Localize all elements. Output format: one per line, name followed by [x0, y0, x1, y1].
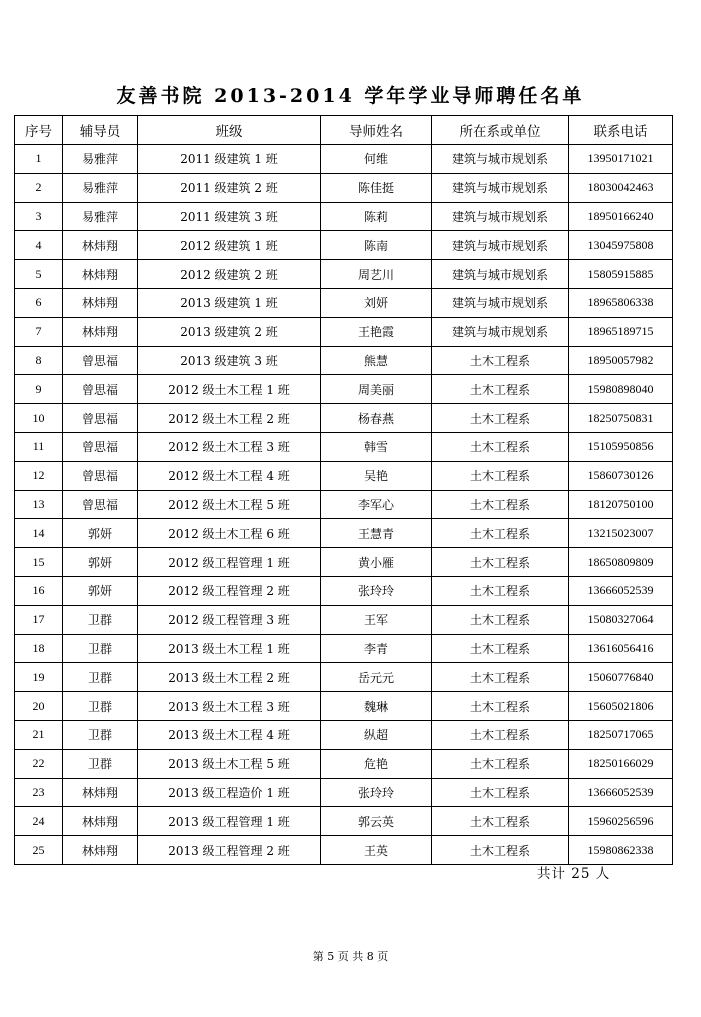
cell-class: 2013 级工程造价 1 班 [138, 778, 321, 807]
cell-index: 14 [15, 519, 63, 548]
cell-counselor: 曾思福 [63, 461, 138, 490]
cell-teacher: 魏琳 [321, 692, 432, 721]
cell-index: 2 [15, 173, 63, 202]
cell-counselor: 林炜翔 [63, 288, 138, 317]
cell-counselor: 曾思福 [63, 432, 138, 461]
cell-class: 2012 级工程管理 3 班 [138, 605, 321, 634]
cell-department: 土木工程系 [432, 749, 569, 778]
cell-phone: 15980862338 [569, 836, 673, 865]
cell-index: 11 [15, 432, 63, 461]
cell-counselor: 林炜翔 [63, 836, 138, 865]
header-class: 班级 [138, 116, 321, 145]
cell-department: 建筑与城市规划系 [432, 173, 569, 202]
cell-phone: 13616056416 [569, 634, 673, 663]
table-row [15, 807, 673, 836]
table-row [15, 173, 673, 202]
table-row [15, 605, 673, 634]
cell-teacher: 陈南 [321, 231, 432, 260]
cell-counselor: 曾思福 [63, 375, 138, 404]
table-row [15, 692, 673, 721]
cell-department: 土木工程系 [432, 807, 569, 836]
cell-index: 4 [15, 231, 63, 260]
cell-teacher: 纵超 [321, 720, 432, 749]
cell-phone: 15805915885 [569, 260, 673, 289]
cell-index: 7 [15, 317, 63, 346]
header-index: 序号 [15, 116, 63, 145]
cell-teacher: 周美丽 [321, 375, 432, 404]
cell-counselor: 曾思福 [63, 404, 138, 433]
cell-class: 2013 级土木工程 2 班 [138, 663, 321, 692]
cell-phone: 18250166029 [569, 749, 673, 778]
cell-teacher: 周艺川 [321, 260, 432, 289]
cell-department: 土木工程系 [432, 663, 569, 692]
cell-teacher: 李青 [321, 634, 432, 663]
cell-class: 2012 级工程管理 1 班 [138, 548, 321, 577]
cell-phone: 18120750100 [569, 490, 673, 519]
table-row [15, 202, 673, 231]
table-row [15, 346, 673, 375]
cell-class: 2012 级土木工程 1 班 [138, 375, 321, 404]
cell-department: 土木工程系 [432, 720, 569, 749]
cell-index: 12 [15, 461, 63, 490]
cell-counselor: 林炜翔 [63, 317, 138, 346]
cell-counselor: 林炜翔 [63, 260, 138, 289]
cell-department: 建筑与城市规划系 [432, 260, 569, 289]
cell-class: 2013 级工程管理 2 班 [138, 836, 321, 865]
table-row [15, 288, 673, 317]
cell-counselor: 曾思福 [63, 346, 138, 375]
cell-class: 2013 级建筑 3 班 [138, 346, 321, 375]
cell-counselor: 卫群 [63, 720, 138, 749]
cell-class: 2012 级建筑 2 班 [138, 260, 321, 289]
table-row [15, 404, 673, 433]
cell-teacher: 张玲玲 [321, 576, 432, 605]
cell-teacher: 危艳 [321, 749, 432, 778]
cell-index: 20 [15, 692, 63, 721]
cell-phone: 15080327064 [569, 605, 673, 634]
cell-counselor: 卫群 [63, 634, 138, 663]
cell-phone: 18965806338 [569, 288, 673, 317]
cell-class: 2013 级土木工程 1 班 [138, 634, 321, 663]
cell-teacher: 王军 [321, 605, 432, 634]
table-row [15, 720, 673, 749]
cell-counselor: 林炜翔 [63, 231, 138, 260]
cell-counselor: 易雅萍 [63, 202, 138, 231]
table-row [15, 260, 673, 289]
cell-phone: 15860730126 [569, 461, 673, 490]
cell-department: 建筑与城市规划系 [432, 231, 569, 260]
table-body [15, 145, 673, 865]
cell-class: 2013 级工程管理 1 班 [138, 807, 321, 836]
cell-class: 2012 级土木工程 6 班 [138, 519, 321, 548]
table-row [15, 375, 673, 404]
cell-class: 2011 级建筑 3 班 [138, 202, 321, 231]
cell-class: 2012 级工程管理 2 班 [138, 576, 321, 605]
cell-phone: 18965189715 [569, 317, 673, 346]
cell-counselor: 郭妍 [63, 519, 138, 548]
cell-teacher: 岳元元 [321, 663, 432, 692]
cell-department: 建筑与城市规划系 [432, 288, 569, 317]
cell-department: 土木工程系 [432, 605, 569, 634]
cell-department: 土木工程系 [432, 490, 569, 519]
cell-phone: 13950171021 [569, 145, 673, 174]
cell-index: 8 [15, 346, 63, 375]
cell-phone: 18250717065 [569, 720, 673, 749]
cell-phone: 18030042463 [569, 173, 673, 202]
cell-counselor: 卫群 [63, 663, 138, 692]
cell-counselor: 曾思福 [63, 490, 138, 519]
cell-counselor: 卫群 [63, 605, 138, 634]
cell-teacher: 王慧青 [321, 519, 432, 548]
cell-class: 2013 级土木工程 4 班 [138, 720, 321, 749]
cell-counselor: 郭妍 [63, 548, 138, 577]
cell-class: 2012 级土木工程 2 班 [138, 404, 321, 433]
cell-phone: 15060776840 [569, 663, 673, 692]
table-row [15, 432, 673, 461]
cell-index: 13 [15, 490, 63, 519]
cell-department: 土木工程系 [432, 548, 569, 577]
cell-class: 2013 级建筑 2 班 [138, 317, 321, 346]
cell-teacher: 李军心 [321, 490, 432, 519]
cell-phone: 13666052539 [569, 576, 673, 605]
table-row [15, 634, 673, 663]
table-row [15, 519, 673, 548]
cell-teacher: 陈佳挺 [321, 173, 432, 202]
cell-index: 17 [15, 605, 63, 634]
header-phone: 联系电话 [569, 116, 673, 145]
cell-index: 24 [15, 807, 63, 836]
cell-department: 土木工程系 [432, 346, 569, 375]
cell-index: 21 [15, 720, 63, 749]
table-row [15, 490, 673, 519]
cell-index: 5 [15, 260, 63, 289]
cell-teacher: 王英 [321, 836, 432, 865]
header-counselor: 辅导员 [63, 116, 138, 145]
page-title: 友善书院 2013-2014 学年学业导师聘任名单 [116, 85, 585, 107]
table-header-row [15, 116, 673, 145]
cell-counselor: 易雅萍 [63, 173, 138, 202]
header-teacher: 导师姓名 [321, 116, 432, 145]
cell-phone: 15980898040 [569, 375, 673, 404]
table-row [15, 749, 673, 778]
cell-teacher: 杨春燕 [321, 404, 432, 433]
cell-department: 土木工程系 [432, 461, 569, 490]
cell-counselor: 卫群 [63, 749, 138, 778]
header-department: 所在系或单位 [432, 116, 569, 145]
cell-index: 19 [15, 663, 63, 692]
cell-index: 23 [15, 778, 63, 807]
cell-department: 土木工程系 [432, 576, 569, 605]
cell-index: 18 [15, 634, 63, 663]
cell-index: 1 [15, 145, 63, 174]
cell-phone: 13215023007 [569, 519, 673, 548]
cell-counselor: 卫群 [63, 692, 138, 721]
table-row [15, 576, 673, 605]
cell-index: 10 [15, 404, 63, 433]
cell-index: 3 [15, 202, 63, 231]
cell-department: 土木工程系 [432, 634, 569, 663]
cell-phone: 18250750831 [569, 404, 673, 433]
cell-class: 2012 级土木工程 5 班 [138, 490, 321, 519]
cell-class: 2013 级土木工程 5 班 [138, 749, 321, 778]
cell-phone: 13666052539 [569, 778, 673, 807]
cell-department: 土木工程系 [432, 375, 569, 404]
table-row [15, 145, 673, 174]
tutor-roster-table [14, 115, 673, 865]
cell-index: 6 [15, 288, 63, 317]
table-row [15, 663, 673, 692]
cell-teacher: 陈莉 [321, 202, 432, 231]
page-number: 第 5 页 共 8 页 [312, 950, 389, 963]
cell-department: 建筑与城市规划系 [432, 202, 569, 231]
cell-phone: 18650809809 [569, 548, 673, 577]
cell-department: 土木工程系 [432, 778, 569, 807]
cell-department: 土木工程系 [432, 432, 569, 461]
cell-teacher: 张玲玲 [321, 778, 432, 807]
cell-class: 2013 级土木工程 3 班 [138, 692, 321, 721]
cell-phone: 13045975808 [569, 231, 673, 260]
cell-index: 15 [15, 548, 63, 577]
cell-phone: 15960256596 [569, 807, 673, 836]
cell-department: 土木工程系 [432, 836, 569, 865]
table-row [15, 548, 673, 577]
cell-phone: 15105950856 [569, 432, 673, 461]
cell-index: 22 [15, 749, 63, 778]
cell-index: 16 [15, 576, 63, 605]
cell-class: 2012 级土木工程 3 班 [138, 432, 321, 461]
cell-phone: 18950057982 [569, 346, 673, 375]
cell-class: 2012 级建筑 1 班 [138, 231, 321, 260]
cell-teacher: 王艳霞 [321, 317, 432, 346]
cell-index: 9 [15, 375, 63, 404]
cell-counselor: 郭妍 [63, 576, 138, 605]
cell-department: 土木工程系 [432, 519, 569, 548]
table-row [15, 778, 673, 807]
cell-teacher: 郭云英 [321, 807, 432, 836]
cell-class: 2011 级建筑 1 班 [138, 145, 321, 174]
cell-teacher: 黄小雁 [321, 548, 432, 577]
cell-counselor: 林炜翔 [63, 778, 138, 807]
cell-phone: 18950166240 [569, 202, 673, 231]
cell-class: 2012 级土木工程 4 班 [138, 461, 321, 490]
cell-class: 2011 级建筑 2 班 [138, 173, 321, 202]
table-row [15, 317, 673, 346]
cell-counselor: 易雅萍 [63, 145, 138, 174]
cell-phone: 15605021806 [569, 692, 673, 721]
total-count: 共计 25 人 [537, 866, 611, 882]
cell-teacher: 吴艳 [321, 461, 432, 490]
cell-department: 建筑与城市规划系 [432, 145, 569, 174]
cell-department: 建筑与城市规划系 [432, 317, 569, 346]
cell-index: 25 [15, 836, 63, 865]
cell-teacher: 何维 [321, 145, 432, 174]
table-row [15, 461, 673, 490]
cell-teacher: 刘妍 [321, 288, 432, 317]
cell-teacher: 韩雪 [321, 432, 432, 461]
table-row [15, 836, 673, 865]
table-row [15, 231, 673, 260]
cell-teacher: 熊慧 [321, 346, 432, 375]
cell-department: 土木工程系 [432, 404, 569, 433]
cell-department: 土木工程系 [432, 692, 569, 721]
cell-class: 2013 级建筑 1 班 [138, 288, 321, 317]
cell-counselor: 林炜翔 [63, 807, 138, 836]
